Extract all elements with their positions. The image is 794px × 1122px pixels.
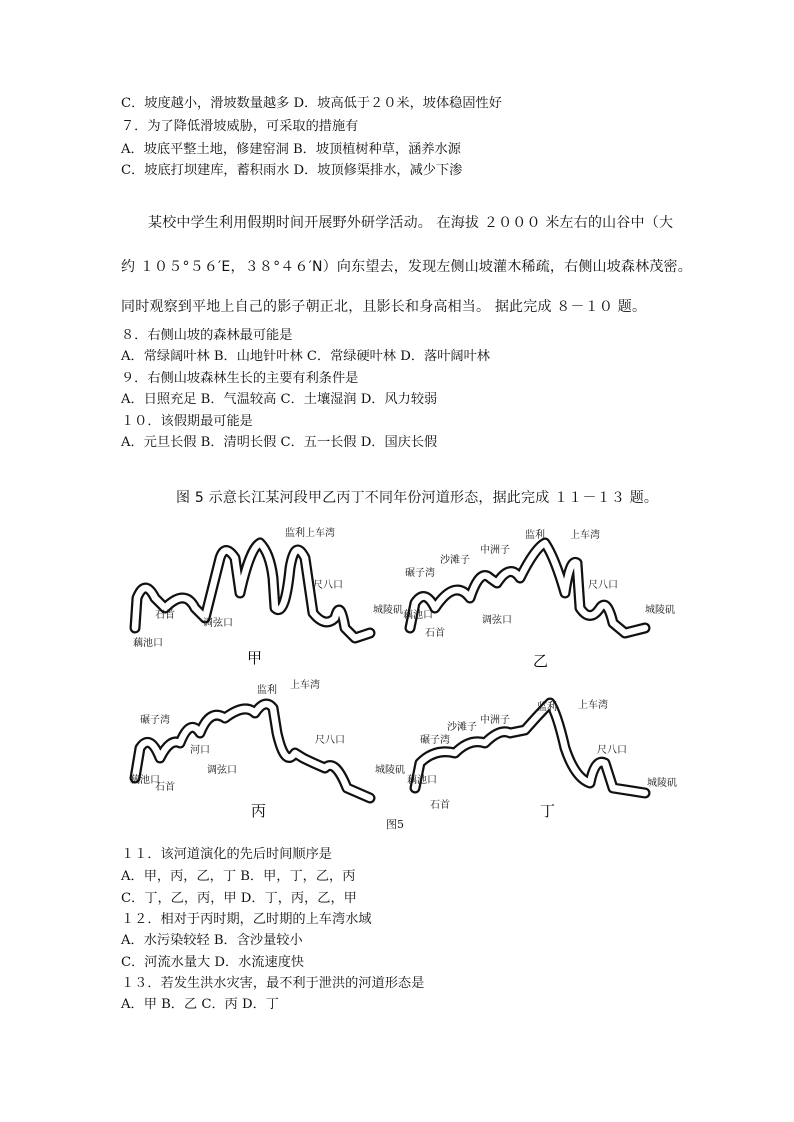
label-nianziwan: 碾子湾 — [140, 715, 170, 726]
option-line: C．河流水量大 D．水流速度快 — [121, 955, 305, 970]
label-shatanzi: 沙滩子 — [440, 555, 470, 566]
label-zhongzhouzi: 中洲子 — [480, 715, 510, 726]
label-shangchewan: 上车湾 — [305, 528, 335, 539]
panel-name: 甲 — [247, 649, 263, 667]
label-shatanzi: 沙滩子 — [447, 722, 477, 733]
panel-name: 乙 — [533, 652, 549, 670]
option-line: A．甲，丙，乙，丁 B．甲，丁，乙，丙 — [121, 869, 356, 884]
question-12: １２．相对于丙时期，乙时期的上车湾水域 — [121, 912, 372, 927]
option-line: A．坡底平整土地，修建窑洞 B．坡顶植树种草，涵养水源 — [121, 142, 461, 157]
question-9: ９．右侧山坡森林生长的主要有利条件是 — [121, 371, 359, 386]
label-nianziwan: 碾子湾 — [420, 735, 450, 746]
label-ouchikou: 藕池口 — [133, 638, 163, 649]
passage-line: 同时观察到平地上自己的影子朝正北，且影长和身高相当。 据此完成 ８－１０ 题。 — [121, 299, 647, 315]
label-jianli: 监利 — [525, 530, 545, 541]
label-tiaoxiankou: 调弦口 — [207, 765, 237, 776]
river-figure — [125, 518, 677, 820]
label-chenglingji: 城陵矶 — [375, 765, 405, 776]
label-zhongzhouzi: 中洲子 — [480, 545, 510, 556]
label-hekou: 河口 — [190, 745, 210, 756]
question-11: １１．该河道演化的先后时间顺序是 — [121, 847, 332, 862]
panel-name: 丙 — [251, 802, 267, 820]
label-chibakou: 尺八口 — [315, 735, 345, 746]
question-10: １０．该假期最可能是 — [121, 414, 253, 429]
option-line: C．坡度越小，滑坡数量越多 D．坡高低于２０米，坡体稳固性好 — [121, 96, 502, 111]
river-panel-ding — [407, 698, 677, 820]
river-panel-jia — [133, 526, 403, 667]
label-tiaoxiankou: 调弦口 — [482, 615, 512, 626]
label-chibakou: 尺八口 — [597, 745, 627, 756]
label-jianli: 监利 — [285, 528, 305, 539]
label-shangchewan: 上车湾 — [290, 680, 320, 691]
label-shishou: 石首 — [155, 610, 175, 621]
label-ouchikou: 藕池口 — [403, 610, 433, 621]
label-shishou: 石首 — [425, 628, 445, 639]
option-line: A．元旦长假 B．清明长假 C．五一长假 D．国庆长假 — [121, 435, 438, 450]
label-chenglingji: 城陵矶 — [645, 605, 675, 616]
question-13: １３．若发生洪水灾害，最不利于泄洪的河道形态是 — [121, 976, 425, 991]
label-chibakou: 尺八口 — [588, 580, 618, 591]
figure-caption: 图5 — [386, 818, 404, 831]
river-panel-yi — [403, 528, 675, 670]
passage-line: 约 １０５°５６′E，３８°４６′N）向东望去，发现左侧山坡灌木稀疏，右侧山坡森林茂密。 — [121, 259, 692, 275]
passage-line: 图 5 示意长江某河段甲乙丙丁不同年份河道形态，据此完成 １１－１３ 题。 — [176, 490, 659, 506]
label-tiaoxiankou: 调弦口 — [203, 618, 233, 629]
river-panel-bing — [130, 678, 405, 820]
label-chibakou: 尺八口 — [313, 580, 343, 591]
label-shishou: 石首 — [430, 800, 450, 811]
label-shangchewan: 上车湾 — [578, 700, 608, 711]
label-chenglingji: 城陵矶 — [373, 605, 403, 616]
panel-name: 丁 — [540, 802, 556, 820]
option-line: C．坡底打坝建库，蓄积雨水 D．坡顶修渠排水，减少下渗 — [121, 163, 463, 178]
label-jianli: 监利 — [257, 685, 277, 696]
label-shishou: 石首 — [155, 782, 175, 793]
option-line: A．甲 B．乙 C．丙 D．丁 — [121, 997, 279, 1012]
option-line: C．丁，乙，丙，甲 D．丁，丙，乙，甲 — [121, 891, 357, 906]
question-8: ８．右侧山坡的森林最可能是 — [121, 328, 293, 343]
passage-line: 某校中学生利用假期时间开展野外研学活动。 在海拔 ２０００ 米左右的山谷中（大 — [148, 215, 674, 231]
option-line: A．水污染较轻 B．含沙量较小 — [121, 933, 303, 948]
label-shangchewan: 上车湾 — [570, 530, 600, 541]
option-line: A．日照充足 B．气温较高 C．土壤湿润 D．风力较弱 — [121, 392, 438, 407]
label-ouchikou: 藕池口 — [407, 775, 437, 786]
label-chenglingji: 城陵矶 — [647, 778, 677, 789]
label-jianli: 监利 — [537, 702, 557, 713]
label-ouchikou: 藕池口 — [130, 775, 160, 786]
option-line: A．常绿阔叶林 B．山地针叶林 C．常绿硬叶林 D．落叶阔叶林 — [121, 349, 490, 364]
question-7: ７．为了降低滑坡威胁，可采取的措施有 — [121, 119, 359, 134]
label-nianziwan: 碾子湾 — [405, 568, 435, 579]
